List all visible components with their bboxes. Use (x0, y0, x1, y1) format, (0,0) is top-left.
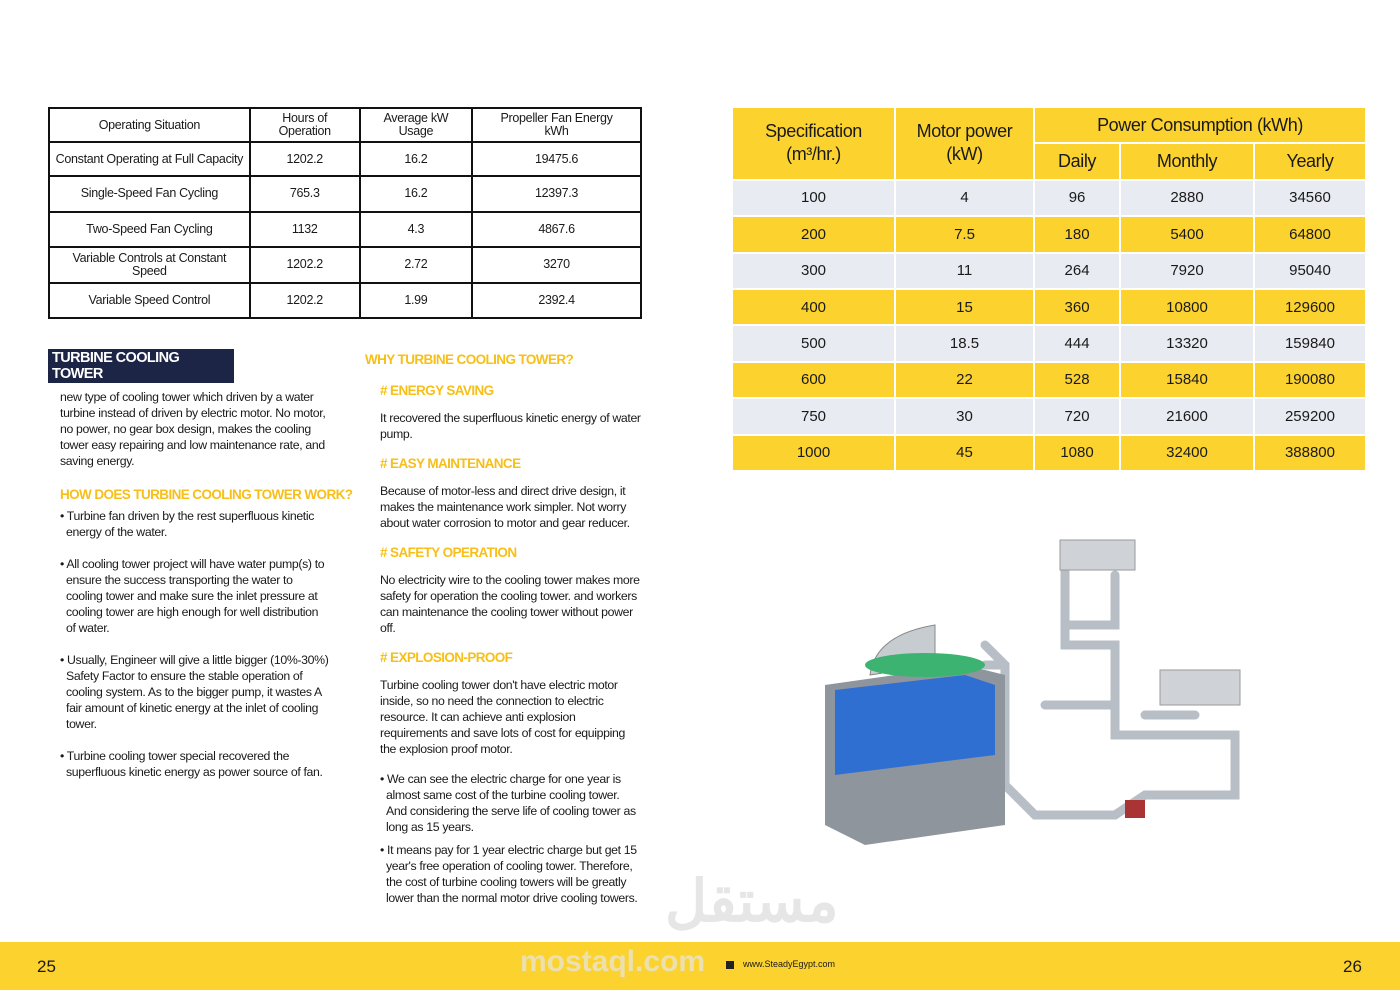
watermark-arabic: مستقل (665, 869, 839, 934)
table-cell: 528 (1034, 362, 1120, 398)
table-cell: 1.99 (360, 283, 472, 319)
intro-text: new type of cooling tower which driven by a water turbine instead of driven by electric motor. No motor, no power, no gear box design, makes the cooling tower easy repairing and low maintenance rate, and saving energy. (60, 390, 326, 468)
pump-unit-right (1160, 670, 1240, 705)
table-cell: 4 (895, 180, 1034, 216)
table-cell: 159840 (1254, 325, 1366, 361)
why-sections (380, 383, 642, 913)
valve (1125, 800, 1145, 818)
turbine-fan (865, 653, 985, 677)
table-cell: 259200 (1254, 398, 1366, 434)
subsection-text: Turbine cooling tower don't have electric motor inside, so no need the connection to electric resource. It can achieve anti explosion requirements and save lots of cost for equipping the explosion proof motor. (380, 678, 626, 756)
page-number-right: 26 (1343, 957, 1362, 976)
subsection-heading: # SAFETY OPERATION (380, 545, 517, 560)
table-cell: 12397.3 (472, 176, 641, 212)
table-row (49, 212, 641, 248)
table-cell: 13320 (1120, 325, 1254, 361)
power-consumption-table (731, 106, 1367, 472)
motor-header: Motor power (kW) (895, 107, 1034, 180)
table-cell: Two-Speed Fan Cycling (49, 212, 250, 248)
table-cell: Variable Speed Control (49, 283, 250, 319)
power-header: Power Consumption (kWh) (1034, 107, 1366, 143)
section-tag: TURBINE COOLING TOWER (48, 349, 234, 383)
table-cell: 1080 (1034, 435, 1120, 471)
table-cell: 15840 (1120, 362, 1254, 398)
table-row (732, 398, 1366, 434)
table-cell: 129600 (1254, 289, 1366, 325)
table-cell: 16.2 (360, 176, 472, 212)
daily-header: Daily (1034, 143, 1120, 179)
subsection-text: No electricity wire to the cooling tower makes more safety for operation the cooling tower. and workers can maintenance the cooling tower without power off. (380, 573, 640, 635)
table-row (49, 142, 641, 176)
table-cell: 96 (1034, 180, 1120, 216)
table-cell: 765.3 (250, 176, 360, 212)
table-cell: 444 (1034, 325, 1120, 361)
table-cell: 1202.2 (250, 283, 360, 319)
table-cell: 3270 (472, 247, 641, 283)
table-cell: 19475.6 (472, 142, 641, 176)
table-cell: 1000 (732, 435, 895, 471)
table-cell: 200 (732, 216, 895, 252)
table-cell: 1202.2 (250, 142, 360, 176)
bullet-item: • Usually, Engineer will give a little bigger (10%-30%) Safety Factor to ensure the stable operation of cooling system. As to the bigger pump, it wastes A fair amount of kinetic energy at the inlet of cooling tower. (60, 653, 329, 731)
table-row (49, 247, 641, 283)
table-cell: 22 (895, 362, 1034, 398)
table-cell: 720 (1034, 398, 1120, 434)
table-cell: 16.2 (360, 142, 472, 176)
table-row (732, 253, 1366, 289)
table-cell: 5400 (1120, 216, 1254, 252)
table-cell: 10800 (1120, 289, 1254, 325)
table-cell: 360 (1034, 289, 1120, 325)
bullet-square-icon (726, 961, 734, 969)
table-row (732, 362, 1366, 398)
column-header: Hours of Operation (250, 108, 360, 142)
subsection-heading: # EXPLOSION-PROOF (380, 650, 513, 665)
table-row (732, 216, 1366, 252)
table-cell: 15 (895, 289, 1034, 325)
table-row (732, 180, 1366, 216)
table-cell: 1202.2 (250, 247, 360, 283)
subsection-text: Because of motor-less and direct drive design, it makes the maintenance work simpler. Not worry about water corrosion to motor and gear reducer. (380, 484, 630, 530)
table-cell: 34560 (1254, 180, 1366, 216)
table-cell: Variable Controls at Constant Speed (49, 247, 250, 283)
pump-unit-top (1060, 540, 1135, 570)
table-cell: 388800 (1254, 435, 1366, 471)
table-cell: 180 (1034, 216, 1120, 252)
watermark-latin: mostaql.com (520, 945, 706, 978)
bullet-item: • Turbine cooling tower special recovered the superfluous kinetic energy as power source of fan. (60, 749, 323, 779)
operating-situation-table (48, 107, 642, 319)
column-header: Propeller Fan Energy kWh (472, 108, 641, 142)
bullet-item: • We can see the electric charge for one year is almost same cost of the turbine cooling tower. And considering the serve life of cooling tower as long as 15 years. (380, 772, 636, 834)
bullet-item: • It means pay for 1 year electric charge but get 15 year's free operation of cooling tower. Therefore, the cost of turbine cooling towers will be greatly lower than the normal motor drive cooling towers. (380, 843, 638, 905)
page-number-left: 25 (37, 957, 56, 976)
table-cell: Constant Operating at Full Capacity (49, 142, 250, 176)
table-cell: 264 (1034, 253, 1120, 289)
table-cell: 100 (732, 180, 895, 216)
table-cell: 400 (732, 289, 895, 325)
table-cell: 7.5 (895, 216, 1034, 252)
column-header: Average kW Usage (360, 108, 472, 142)
bullet-item: • Turbine fan driven by the rest superfluous kinetic energy of the water. (60, 509, 315, 539)
table-cell: 4.3 (360, 212, 472, 248)
table-row (49, 176, 641, 212)
cooling-tower-illustration (815, 525, 1285, 855)
table-cell: 750 (732, 398, 895, 434)
table-cell: 2.72 (360, 247, 472, 283)
subsection-heading: # EASY MAINTENANCE (380, 456, 521, 471)
table-cell: 21600 (1120, 398, 1254, 434)
table-cell: 30 (895, 398, 1034, 434)
table-row (49, 283, 641, 319)
table-cell: 32400 (1120, 435, 1254, 471)
table-cell: 2392.4 (472, 283, 641, 319)
table-cell: 18.5 (895, 325, 1034, 361)
table-cell: 300 (732, 253, 895, 289)
yearly-header: Yearly (1254, 143, 1366, 179)
table-cell: 2880 (1120, 180, 1254, 216)
table-cell: 95040 (1254, 253, 1366, 289)
how-bullets (60, 508, 330, 796)
table-row (732, 289, 1366, 325)
website-link[interactable]: www.SteadyEgypt.com (743, 959, 836, 969)
bullet-item: • All cooling tower project will have water pump(s) to ensure the success transporting the water to cooling tower and make sure the inlet pressure at cooling tower are high enough for well distribution of water. (60, 557, 325, 635)
table-cell: 11 (895, 253, 1034, 289)
why-heading: WHY TURBINE COOLING TOWER? (365, 352, 574, 367)
table-cell: 4867.6 (472, 212, 641, 248)
table-header-row (49, 108, 641, 142)
table-cell: 500 (732, 325, 895, 361)
monthly-header: Monthly (1120, 143, 1254, 179)
column-header: Operating Situation (49, 108, 250, 142)
table-row (732, 435, 1366, 471)
how-heading: HOW DOES TURBINE COOLING TOWER WORK? (60, 487, 353, 502)
subsection-heading: # ENERGY SAVING (380, 383, 494, 398)
table-cell: 45 (895, 435, 1034, 471)
table-row (732, 325, 1366, 361)
table-cell: 1132 (250, 212, 360, 248)
table-cell: 64800 (1254, 216, 1366, 252)
table-cell: 600 (732, 362, 895, 398)
subsection-text: It recovered the superfluous kinetic energy of water pump. (380, 411, 641, 441)
table-cell: 190080 (1254, 362, 1366, 398)
spec-header: Specification (m³/hr.) (732, 107, 895, 180)
table-cell: 7920 (1120, 253, 1254, 289)
table-cell: Single-Speed Fan Cycling (49, 176, 250, 212)
